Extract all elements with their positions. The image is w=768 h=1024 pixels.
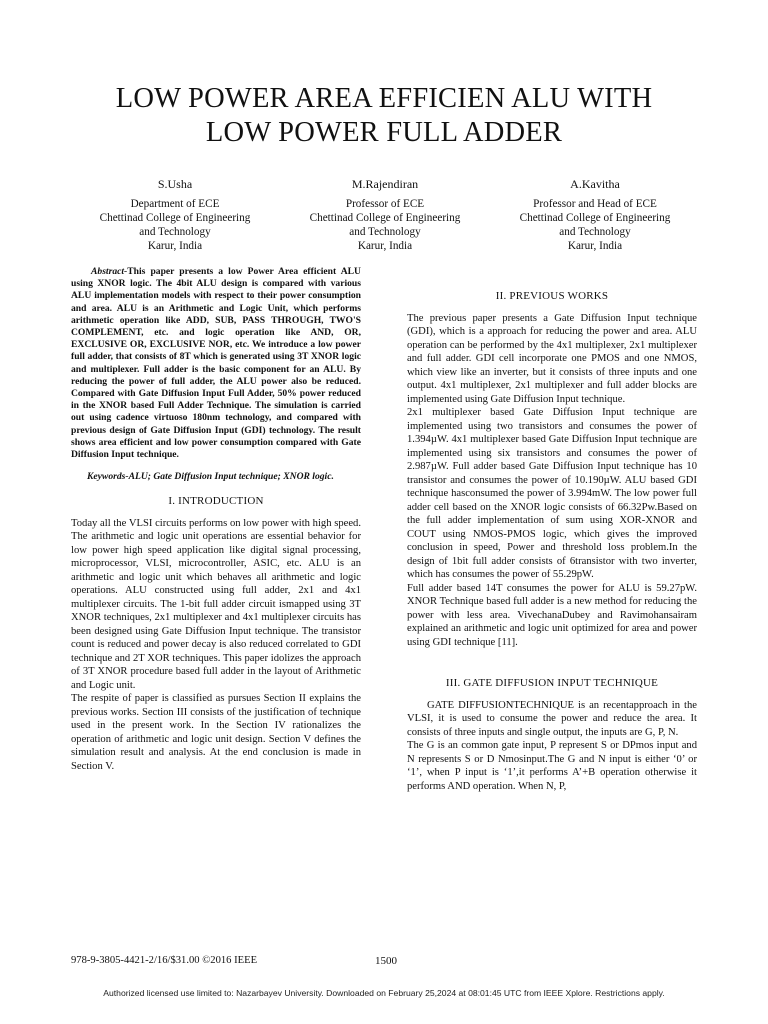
- footer-isbn: 978-9-3805-4421-2/16/$31.00 ©2016 IEEE: [71, 955, 258, 966]
- author-block-2: [265, 177, 505, 253]
- section-heading-gdi: III. GATE DIFFUSION INPUT TECHNIQUE: [445, 677, 659, 689]
- author-affiliation: and Technology: [559, 226, 631, 238]
- author-affiliation: Professor of ECE: [345, 198, 425, 210]
- title-line-2: LOW POWER FULL ADDER: [205, 117, 563, 148]
- abstract-lead: Abstract-: [91, 266, 128, 277]
- author-name: A.Kavitha: [570, 177, 620, 191]
- intro-paragraph-2: The respite of paper is classified as pursues Section II explains the previous works. Section III consists of the justification of technique used in the present work. In the Section IV rationalizes the operation of arithmetic and logic unit design. Section V defines the simulation result and analysis. At the end conclusion is made in Section V.: [71, 693, 361, 772]
- gdi-paragraph-2: The G is an common gate input, P represent S or DPmos input and N represents S or D Nmosinput.The G and N input is either ‘0’ or ‘1’, when P input is ‘1’,it performs A’+B operation otherwise it performs AND operation. When N, P,: [407, 740, 697, 792]
- author-name: S.Usha: [157, 177, 193, 191]
- previous-works-paragraph-2: 2x1 multiplexer based Gate Diffusion Input technique are implemented using two transistors and consumes the power of 1.394µW. 4x1 multiplexer based Gate Diffusion Input technique are implemented using six transistors and consumes the power of 2.987µW. Full adder based Gate Diffusion Input technique has 10 transistor and consumes the power of 10.190µW. ALU based GDI technique hasconsumed the power of 3.994mW. The low power full adder cell based on the XNOR logic consists of 66.32Pw.Based on the full adder implementation of sum using XOR-XNOR and COUT using NMOS-PMOS logic, which gives the improved conclusion in speed, Power and threshold loss problem.In the design of 1bit full adder consists of 6transistor with two inverter, which has consumes the power of 55.29pW.: [407, 407, 697, 580]
- author-block-1: [55, 177, 295, 253]
- author-affiliation: Karur, India: [357, 240, 413, 252]
- author-affiliation: Professor and Head of ECE: [533, 198, 657, 210]
- page-number: 1500: [375, 955, 397, 967]
- abstract: [71, 266, 361, 461]
- gdi-paragraph-1: GATE DIFFUSIONTECHNIQUE is an recentapproach in the VLSI, it is used to consume the power and reduce the area. It consists of three inputs and single output, the inputs are G, P, N.: [407, 699, 697, 738]
- section-heading-introduction: I. INTRODUCTION: [168, 495, 264, 508]
- title-line-1: LOW POWER AREA EFFICIEN ALU WITH: [115, 83, 653, 114]
- author-affiliation: and Technology: [349, 226, 421, 238]
- previous-works-paragraph-3: Full adder based 14T consumes the power for ALU is 59.27pW. XNOR Technique based full adder is a new method for reducing the power with less area. VivechanaDubey and Ravimohansairam explained an arithmetic and logic unit optimized for area and power using GDI technique [11].: [407, 582, 697, 648]
- author-block-3: [475, 177, 715, 253]
- author-affiliation: Chettinad College of Engineering: [309, 212, 461, 224]
- author-affiliation: Karur, India: [567, 240, 623, 252]
- author-affiliation: Chettinad College of Engineering: [519, 212, 671, 224]
- author-affiliation: Chettinad College of Engineering: [99, 212, 251, 224]
- author-affiliation: and Technology: [139, 226, 211, 238]
- left-column: [71, 266, 361, 773]
- author-name: M.Rajendiran: [351, 177, 419, 191]
- keywords: Keywords-ALU; Gate Diffusion Input technique; XNOR logic.: [87, 471, 334, 483]
- abstract-body: This paper presents a low Power Area efficient ALU using XNOR logic. The 4bit ALU design is compared with various ALU implementation models with respect to their power consumption and area. ALU is an Arithmetic and Logic Unit, which performs arithmetic operation like ADD, SUB, PASS THROUGH, TWO'S COMPLEMENT, etc. and logic operation like AND, OR, EXCLUSIVE OR, EXCLUSIVE NOR, etc. We introduce a low power full adder, that consists of 8T which is generated using 3T XNOR logic and multiplexer. Full adder is the basic component for an ALU. By reducing the power of full adder, the ALU power also be reduced. Compared with Gate Diffusion Input Full Adder, 50% power reduced in the XNOR based Full Adder Technique. The simulation is carried out using cadence virtuoso 180nm technology, and compared with previous design of Gate Diffusion Input (GDI) technology. The result shows area efficient and low power consumption compared with Gate Diffusion Input technique.: [71, 266, 361, 461]
- right-column: [407, 290, 697, 793]
- paper-title: [0, 82, 768, 150]
- intro-paragraph-1: Today all the VLSI circuits performs on low power with high speed. The arithmetic and logic unit operations are essential behavior for low power high speed application like digital signal processing, microprocessor, VLSI, microcontroller, ASIC, etc. ALU is an arithmetic and logic unit which behaves all arithmetic and logic operations. ALU constructed using full adder, 2x1 and 4x1 multiplexer circuits. The 1-bit full adder circuit ismapped using 3T XNOR techniques, 2x1 multiplexer and 4x1 multiplexer circuits has been designed using Gate Diffusion Input technique. The transistor count is reduced and power decay is also reduced correlated to GDI technique and 2T XOR techniques. This paper idolizes the approach of 3T XNOR procedure based full adder in the layout of Arithmetic and Logic unit.: [71, 517, 361, 691]
- author-affiliation: Karur, India: [147, 240, 203, 252]
- previous-works-paragraph-1: The previous paper presents a Gate Diffusion Input technique (GDI), which is a approach for reducing the power and area. ALU operation can be performed by the 4x1 multiplexer, 2x1 multiplexer and full adder. GDI cell incorporate one PMOS and one NMOS, which view like an inverter, but it consists of three inputs and one output. 4x1 multiplexer, 2x1 multiplexer and full adder blocks are implemented using Gate Diffusion Input technique.: [407, 312, 697, 405]
- section-heading-previous-works: II. PREVIOUS WORKS: [495, 290, 609, 302]
- author-affiliation: Department of ECE: [130, 198, 220, 210]
- license-notice: Authorized licensed use limited to: Nazarbayev University. Downloaded on February 25,2024 at 08:01:45 UTC from IEEE Xplore. Restrictions apply.: [103, 988, 665, 998]
- spacer: [407, 649, 697, 665]
